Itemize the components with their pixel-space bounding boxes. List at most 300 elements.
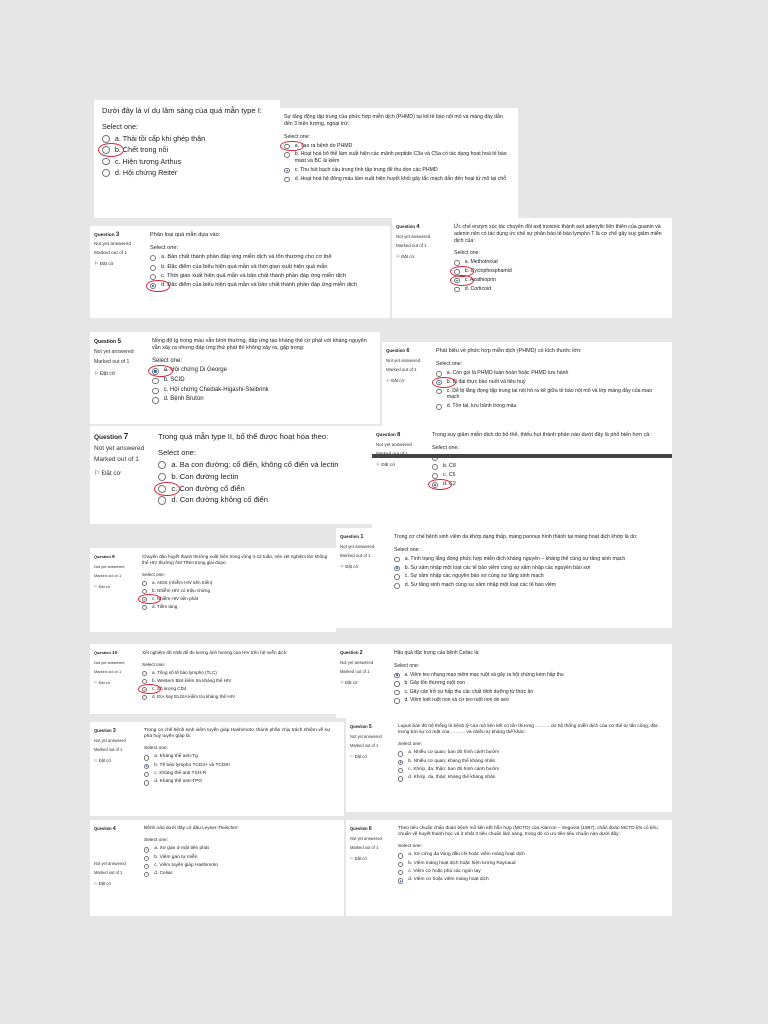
question-number xyxy=(376,432,422,438)
answer-option-text: b. SCID xyxy=(163,376,185,383)
radio-button[interactable] xyxy=(150,255,156,261)
question-number-value: 1 xyxy=(360,534,364,540)
answer-option-text: b. Đặc điểm của biểu hiện quá mẫn và thời gian xuất hiện quá mẫn xyxy=(161,263,328,270)
answer-option[interactable] xyxy=(142,580,330,586)
not-answered-status: Not yet answered xyxy=(396,234,431,239)
radio-button[interactable] xyxy=(454,269,460,275)
radio-button[interactable] xyxy=(144,864,149,869)
radio-button[interactable] xyxy=(284,168,290,174)
answer-option[interactable] xyxy=(158,495,366,505)
radio-button[interactable] xyxy=(436,371,442,377)
select-one-label: Select one: xyxy=(398,742,423,748)
flag-question[interactable] xyxy=(94,881,134,886)
answer-option-text: a. Viêm teo nhung mao niêm mạc ruột và gây ra hội chứng kém hấp thu xyxy=(404,671,564,678)
radio-button[interactable] xyxy=(398,768,403,773)
radio-button[interactable] xyxy=(398,760,403,765)
question-text: Hậu quả đặc trưng của bệnh Celiac là: xyxy=(394,650,480,656)
marked-out-of: Marked out of 1 xyxy=(350,845,379,850)
question-number xyxy=(340,534,384,540)
flag-question[interactable] xyxy=(94,469,148,477)
answer-option[interactable] xyxy=(142,694,330,700)
answer-option[interactable] xyxy=(394,565,666,572)
answer-option[interactable] xyxy=(398,750,666,756)
radio-button[interactable] xyxy=(142,695,147,700)
question-info xyxy=(90,548,136,632)
not-answered-status: Not yet answered xyxy=(94,660,125,665)
answer-option[interactable] xyxy=(432,481,666,488)
radio-button[interactable] xyxy=(152,368,159,375)
answer-option[interactable] xyxy=(152,396,374,404)
answer-option[interactable] xyxy=(398,877,666,883)
question-label: Question xyxy=(94,554,113,559)
radio-button[interactable] xyxy=(142,671,147,676)
answer-option[interactable] xyxy=(284,167,510,174)
flag-question[interactable] xyxy=(94,584,132,589)
answer-option[interactable] xyxy=(158,472,366,482)
question-text: Xét nghiệm tốt nhất để đo lường ảnh hưởng của HIV trên hệ miễn dịch: xyxy=(142,650,288,655)
answer-option-text: b. Sự xâm nhập một loạt các tế bào viêm cùng sự xâm nhập các nguyên bào sợi xyxy=(404,564,591,571)
answer-option[interactable] xyxy=(436,379,666,386)
radio-button[interactable] xyxy=(144,872,149,877)
question-number xyxy=(94,432,148,441)
answer-option[interactable] xyxy=(394,582,666,589)
answer-option-text: b. Hoạt hoá bổ thể làm xuất hiện các mảnh peptide C3a và C5a có tác dụng hoạt hoá tế bào mast và BC ái kiềm xyxy=(294,151,507,164)
radio-button[interactable] xyxy=(150,283,156,289)
answer-option-text: a. Còn gọi là PHMD tuần hoàn hoặc PHMD lưu hành xyxy=(446,370,569,377)
question-label: Question xyxy=(376,432,398,437)
radio-button[interactable] xyxy=(144,772,149,777)
answer-option[interactable] xyxy=(398,775,666,781)
answer-option-text: a. Xơ gan ứ mật tiên phát xyxy=(154,846,209,852)
question-body xyxy=(448,218,672,318)
question-body xyxy=(388,528,672,628)
answer-option[interactable] xyxy=(394,680,666,687)
answer-option-text: c. Dễ bị lắng đọng tập trung tại nội hô ra kẽ giữa tế bào nội mô và lớp màng đáy của mao mạch xyxy=(446,387,652,401)
answer-option[interactable] xyxy=(144,863,338,869)
question-number-value: 2 xyxy=(359,650,363,656)
question-label: Question xyxy=(340,534,361,539)
answer-option-text: d. Tồn tại, lưu hành trong máu xyxy=(446,403,517,410)
question-body xyxy=(392,718,672,812)
answer-option[interactable] xyxy=(394,689,666,696)
answer-option[interactable] xyxy=(102,157,272,166)
question-card-b5 xyxy=(90,332,380,424)
question-label: Question xyxy=(94,339,118,345)
answer-option-text: b. Viêm gan tự miễn xyxy=(154,854,198,860)
radio-button[interactable] xyxy=(394,583,400,589)
question-label: Question xyxy=(340,650,360,655)
question-number xyxy=(94,826,134,832)
answer-option-text: c. Nhiễm HIV tiên phát xyxy=(152,596,199,602)
answer-option[interactable] xyxy=(398,759,666,765)
radio-button[interactable] xyxy=(158,496,166,504)
answer-option[interactable] xyxy=(454,277,666,284)
flag-icon: ⚐ xyxy=(350,754,355,759)
radio-button[interactable] xyxy=(158,473,166,481)
question-number-value: 4 xyxy=(112,826,116,832)
radio-button[interactable] xyxy=(142,679,147,684)
flag-label: Đặt cờ xyxy=(101,470,121,477)
answer-option[interactable] xyxy=(150,254,384,261)
answer-option[interactable] xyxy=(144,871,338,877)
answer-option-text: a. Tổng số tế bào lympho (TLC) xyxy=(152,669,217,675)
answer-option[interactable] xyxy=(142,678,330,684)
question-number-value: 7 xyxy=(123,432,129,441)
flag-icon: ⚐ xyxy=(94,371,100,377)
radio-button[interactable] xyxy=(152,388,159,395)
answer-option-text: b. C8 xyxy=(442,463,456,470)
select-one-label: Select one: xyxy=(150,245,178,252)
radio-button[interactable] xyxy=(144,764,149,769)
radio-button[interactable] xyxy=(394,681,400,687)
flag-icon: ⚐ xyxy=(376,462,382,467)
question-card-b4 xyxy=(392,218,672,318)
flag-question[interactable] xyxy=(94,262,140,267)
radio-button[interactable] xyxy=(158,461,166,469)
answer-option-text: c. Azathioprin xyxy=(464,276,496,283)
marked-out-of: Marked out of 1 xyxy=(396,243,427,248)
answer-option[interactable] xyxy=(144,763,338,769)
question-info xyxy=(336,528,388,628)
answer-option[interactable] xyxy=(144,771,338,777)
radio-button[interactable] xyxy=(394,557,400,563)
answer-option[interactable] xyxy=(394,556,666,563)
answer-option-text: c. Gây cản trở sự hấp thu các chất dinh dưỡng từ thức ăn xyxy=(404,688,534,695)
question-info xyxy=(90,332,146,424)
answer-option-text: a. Tình trạng lắng đọng phức hợp miễn dịch kháng nguyên – kháng thể cùng sự tăng sinh mạch xyxy=(404,555,626,562)
question-body xyxy=(430,342,672,426)
question-label: Question xyxy=(94,650,113,655)
radio-button[interactable] xyxy=(150,274,156,280)
flag-question[interactable] xyxy=(94,680,132,685)
radio-button[interactable] xyxy=(454,278,460,284)
question-label: Question xyxy=(350,826,369,831)
not-answered-status: Not yet answered xyxy=(350,734,382,739)
radio-button[interactable] xyxy=(398,862,403,867)
question-number-value: 6 xyxy=(406,348,410,354)
question-info xyxy=(90,226,144,318)
radio-button[interactable] xyxy=(394,673,400,679)
not-answered-status: Not yet answered xyxy=(94,349,134,355)
flag-icon: ⚐ xyxy=(94,470,102,477)
flag-question[interactable] xyxy=(340,680,384,686)
flag-icon: ⚐ xyxy=(386,378,392,383)
flag-question[interactable] xyxy=(376,462,422,468)
question-body xyxy=(426,426,672,528)
radio-button[interactable] xyxy=(102,135,110,143)
radio-button[interactable] xyxy=(394,574,400,580)
radio-button[interactable] xyxy=(398,853,403,858)
select-one-label: Select one: xyxy=(102,121,138,131)
question-number xyxy=(94,650,132,656)
answer-option-text: d. Hội chứng Reiter xyxy=(114,167,178,177)
radio-button[interactable] xyxy=(398,751,403,756)
answer-option[interactable] xyxy=(432,463,666,470)
question-body xyxy=(152,426,372,524)
radio-button[interactable] xyxy=(144,780,149,785)
radio-button[interactable] xyxy=(432,482,438,488)
radio-button[interactable] xyxy=(284,144,290,150)
question-info xyxy=(90,722,138,816)
answer-option-text: b. Bị đại thực bào nuốt và tiêu huỷ xyxy=(446,378,526,385)
radio-button[interactable] xyxy=(102,146,110,154)
marked-out-of: Marked out of 1 xyxy=(386,367,417,372)
answer-option[interactable] xyxy=(152,387,374,395)
question-text: Theo tiêu chuẩn chẩn đoán bệnh mô liên kết hỗn hợp (MCTD) của Alarcon – Segovia (1987), chẩn đoán MCTD khi có tiêu chuẩn về huyết thanh học và ít nhất 3 tiêu chuẩn lâm sàng, trong đó có ưu tiên tiêu chuẩn nào dưới đây: xyxy=(398,826,658,838)
flag-icon: ⚐ xyxy=(94,584,99,589)
answer-option[interactable] xyxy=(284,176,510,183)
radio-button[interactable] xyxy=(152,378,159,385)
answer-option[interactable] xyxy=(394,697,666,704)
question-info xyxy=(382,342,430,426)
answer-option-text: d. Con đường không cổ điển xyxy=(171,495,268,505)
answer-option[interactable] xyxy=(398,767,666,773)
question-card-b1b xyxy=(336,528,672,628)
not-answered-status: Not yet answered xyxy=(376,442,412,447)
marked-out-of: Marked out of 1 xyxy=(350,743,379,748)
radio-button[interactable] xyxy=(284,152,290,158)
flag-question[interactable] xyxy=(340,564,384,570)
question-body xyxy=(276,108,518,218)
radio-button[interactable] xyxy=(454,287,460,293)
radio-button[interactable] xyxy=(398,878,403,883)
answer-option[interactable] xyxy=(102,145,272,154)
question-body xyxy=(94,100,280,218)
radio-button[interactable] xyxy=(150,265,156,271)
answer-option-text: b. Tế bào lympho TCD4+ và TCD8+ xyxy=(154,762,231,768)
question-card-b8 xyxy=(372,426,672,528)
answer-option-text: c. Hiện tượng Arthus xyxy=(114,156,182,166)
answer-option[interactable] xyxy=(454,286,666,293)
marked-out-of: Marked out of 1 xyxy=(94,869,123,875)
answer-option-text: c. Khớp, da, thận; ban đỏ hình cánh bướm xyxy=(408,767,500,772)
flag-icon: ⚐ xyxy=(396,254,402,259)
answer-option[interactable] xyxy=(142,596,330,602)
question-body xyxy=(388,644,672,718)
flag-icon: ⚐ xyxy=(340,564,346,569)
answer-option[interactable] xyxy=(436,370,666,377)
answer-option-text: d. Celiac xyxy=(154,871,173,877)
flag-question[interactable] xyxy=(396,254,444,260)
not-answered-status: Not yet answered xyxy=(94,738,126,743)
answer-option[interactable] xyxy=(394,672,666,679)
answer-option[interactable] xyxy=(150,273,384,280)
answer-option-text: a. Xơ cứng da vùng đầu chi hoặc viêm màng hoạt dịch xyxy=(408,852,525,858)
select-one-label: Select one: xyxy=(142,661,165,667)
question-text: Trong cơ chế bệnh sinh viêm da khớp dạng thấp, màng pannus hình thành tại màng hoạt dịch khớp là do: xyxy=(394,534,638,540)
question-number-value: 9 xyxy=(112,555,115,560)
radio-button[interactable] xyxy=(142,581,147,586)
answer-option-text: d. C2 xyxy=(442,481,456,488)
answer-option[interactable] xyxy=(142,588,330,594)
not-answered-status: Not yet answered xyxy=(94,564,125,569)
flag-label: Đặt cờ xyxy=(98,584,111,589)
flag-label: Đặt cờ xyxy=(401,254,415,259)
answer-option-text: a. Tạo ra bệnh do PHMD xyxy=(294,142,353,149)
radio-button[interactable] xyxy=(394,690,400,696)
flag-question[interactable] xyxy=(94,371,142,377)
question-text: Bệnh nào dưới đây có dấu Leyser-Tleischer: xyxy=(144,826,239,831)
radio-button[interactable] xyxy=(152,397,159,404)
radio-button[interactable] xyxy=(394,566,400,572)
radio-button[interactable] xyxy=(454,260,460,266)
answer-option-text: a. Hội chứng Di George xyxy=(163,367,227,374)
flag-label: Đặt cờ xyxy=(98,758,111,763)
not-answered-status: Not yet answered xyxy=(94,860,126,866)
question-body xyxy=(138,722,344,816)
select-one-label: Select one: xyxy=(436,361,462,368)
question-text: Phân loại quá mẫn dựa vào: xyxy=(150,232,221,238)
question-card-b6 xyxy=(382,342,672,426)
answer-option[interactable] xyxy=(454,268,666,275)
question-body xyxy=(144,226,390,318)
answer-option[interactable] xyxy=(454,259,666,266)
select-one-label: Select one: xyxy=(398,844,423,850)
question-label: Question xyxy=(94,434,124,441)
question-text: Dưới đây là ví dụ lâm sàng của quá mẫn type I: xyxy=(102,106,262,115)
answer-option-text: d. Tiềm tàng xyxy=(152,604,178,610)
radio-button[interactable] xyxy=(394,698,400,704)
select-one-label: Select one: xyxy=(144,746,169,752)
radio-button[interactable] xyxy=(142,687,147,692)
answer-option-text: d. Kháng thể anti-TPO xyxy=(154,779,202,785)
answer-option[interactable] xyxy=(142,670,330,676)
answer-option[interactable] xyxy=(150,282,384,289)
radio-button[interactable] xyxy=(432,464,438,470)
radio-button[interactable] xyxy=(436,380,442,386)
answer-option[interactable] xyxy=(398,869,666,875)
select-one-label: Select one: xyxy=(432,445,459,452)
question-label: Question xyxy=(94,233,116,238)
flag-question[interactable] xyxy=(350,856,388,861)
question-number xyxy=(340,650,384,656)
answer-option[interactable] xyxy=(284,143,510,150)
answer-option[interactable] xyxy=(144,855,338,861)
answer-option[interactable] xyxy=(284,151,510,165)
answer-option[interactable] xyxy=(394,573,666,580)
radio-button[interactable] xyxy=(144,755,149,760)
marked-out-of: Marked out of 1 xyxy=(94,251,128,256)
question-number xyxy=(94,728,134,734)
radio-button[interactable] xyxy=(102,169,110,177)
question-text: Chuyển đảo huyết thanh thường xuất hiện trong vòng 4-12 tuần, nên xét nghiệm lên không thể HIV thường ÂM TÍNH trong giai đoạn: xyxy=(142,554,328,565)
flag-question[interactable] xyxy=(386,378,426,384)
question-text: Trong quá mẫn type II, bổ thể được hoạt hóa theo: xyxy=(158,432,329,441)
question-card-b1 xyxy=(94,100,280,218)
answer-option-text: c. Kháng thể anti TSH-R xyxy=(154,771,207,776)
flag-label: Đặt cờ xyxy=(99,262,114,267)
answer-option[interactable] xyxy=(152,367,374,375)
answer-option-text: b. Nhiễm HIV có triệu chứng xyxy=(152,587,211,593)
question-number xyxy=(94,554,132,560)
question-body xyxy=(146,332,380,424)
answer-option-text: d. Hoạt hoá hệ đông máu làm xuất hiện huyết khối gây tắc mạch dẫn đến hoại tử mô tại chỗ xyxy=(294,175,507,182)
flag-question[interactable] xyxy=(350,754,388,759)
answer-option[interactable] xyxy=(398,861,666,867)
question-card-b4b xyxy=(90,820,344,916)
marked-out-of: Marked out of 1 xyxy=(94,573,122,578)
answer-option[interactable] xyxy=(150,264,384,271)
answer-option[interactable] xyxy=(436,403,666,410)
radio-button[interactable] xyxy=(158,485,166,493)
answer-option[interactable] xyxy=(398,852,666,858)
answer-option-text: c. Thời gian xuất hiện quá mẫn và bản chất thành phần đáp ứng miễn dịch xyxy=(161,272,347,279)
question-number xyxy=(94,232,140,238)
answer-option[interactable] xyxy=(432,472,666,479)
radio-button[interactable] xyxy=(142,597,147,602)
answer-option[interactable] xyxy=(102,168,272,177)
not-answered-status: Not yet answered xyxy=(94,242,131,247)
answer-option-text: a. Thải tồi cấp khi ghép thận xyxy=(114,133,206,143)
flag-icon: ⚐ xyxy=(340,680,345,685)
radio-button[interactable] xyxy=(142,589,147,594)
question-number-value: 3 xyxy=(112,728,116,734)
question-number xyxy=(386,348,426,354)
marked-out-of: Marked out of 1 xyxy=(94,456,139,463)
question-label: Question xyxy=(94,826,113,831)
question-text: Ức chế enzym xúc tác chuyển đổi axit inosinic thành axit adenylic liên thiên của guanin và adenin nên có tác dụng ức chế sự phân bào tế bào lympho T là cơ chế gây suy giảm miễn dịch của: xyxy=(454,224,662,244)
answer-option-text: d. EIA hay ELISA kiểm tra kháng thể HIV xyxy=(152,694,236,700)
select-one-label: Select one: xyxy=(454,250,480,257)
answer-option-text: c. Thu hút bạch cầu trung tính tập trung để thu dọn các PHMD xyxy=(294,166,438,173)
answer-option-text: b. Con đường lectin xyxy=(171,471,239,481)
answer-option-text: c. C5 xyxy=(442,472,456,479)
radio-button[interactable] xyxy=(432,473,438,479)
question-card-b5b xyxy=(346,718,672,812)
question-info xyxy=(90,426,152,524)
radio-button[interactable] xyxy=(144,856,149,861)
marked-out-of: Marked out of 1 xyxy=(94,669,122,674)
answer-option-text: d. Đặc điểm của biểu hiện quá mẫn và bản chất thành phần đáp ứng miễn dịch xyxy=(161,282,358,289)
question-number xyxy=(396,224,444,230)
select-one-label: Select one: xyxy=(284,133,310,140)
answer-option-text: b. Nhiều cơ quan; kháng thể kháng nhân xyxy=(408,758,496,764)
divider-bar xyxy=(372,454,672,458)
not-answered-status: Not yet answered xyxy=(94,445,145,452)
radio-button[interactable] xyxy=(144,847,149,852)
answer-option[interactable] xyxy=(144,846,338,852)
answer-option[interactable] xyxy=(158,484,366,494)
question-number-value: 4 xyxy=(416,224,420,230)
flag-label: Đặt cờ xyxy=(354,856,367,861)
select-one-label: Select one: xyxy=(144,838,169,844)
answer-option[interactable] xyxy=(144,754,338,760)
radio-button[interactable] xyxy=(142,605,147,610)
answer-option[interactable] xyxy=(144,779,338,785)
select-one-label: Select one: xyxy=(394,662,420,669)
question-info xyxy=(336,644,388,718)
answer-option[interactable] xyxy=(436,388,666,402)
answer-option[interactable] xyxy=(158,460,366,470)
answer-option[interactable] xyxy=(142,604,330,610)
answer-option[interactable] xyxy=(102,134,272,143)
flag-question[interactable] xyxy=(94,758,134,763)
select-one-label: Select one: xyxy=(394,546,420,553)
radio-button[interactable] xyxy=(284,177,290,183)
answer-option-text: a. Bản chất thành phần đáp ứng miễn dịch và tổn thương cho cơ thể xyxy=(161,254,332,261)
radio-button[interactable] xyxy=(436,389,442,395)
answer-option-text: a. Ba con đường: cổ điển, không cổ điển và lectin xyxy=(171,459,339,469)
radio-button[interactable] xyxy=(398,776,403,781)
radio-button[interactable] xyxy=(102,158,110,166)
question-body xyxy=(392,820,672,916)
answer-option[interactable] xyxy=(142,686,330,692)
question-card-b7 xyxy=(90,426,372,524)
radio-button[interactable] xyxy=(398,870,403,875)
answer-option[interactable] xyxy=(152,377,374,385)
radio-button[interactable] xyxy=(436,404,442,410)
answer-option-text: b. Western Blot kiểm tra kháng thể HIV xyxy=(152,678,232,684)
